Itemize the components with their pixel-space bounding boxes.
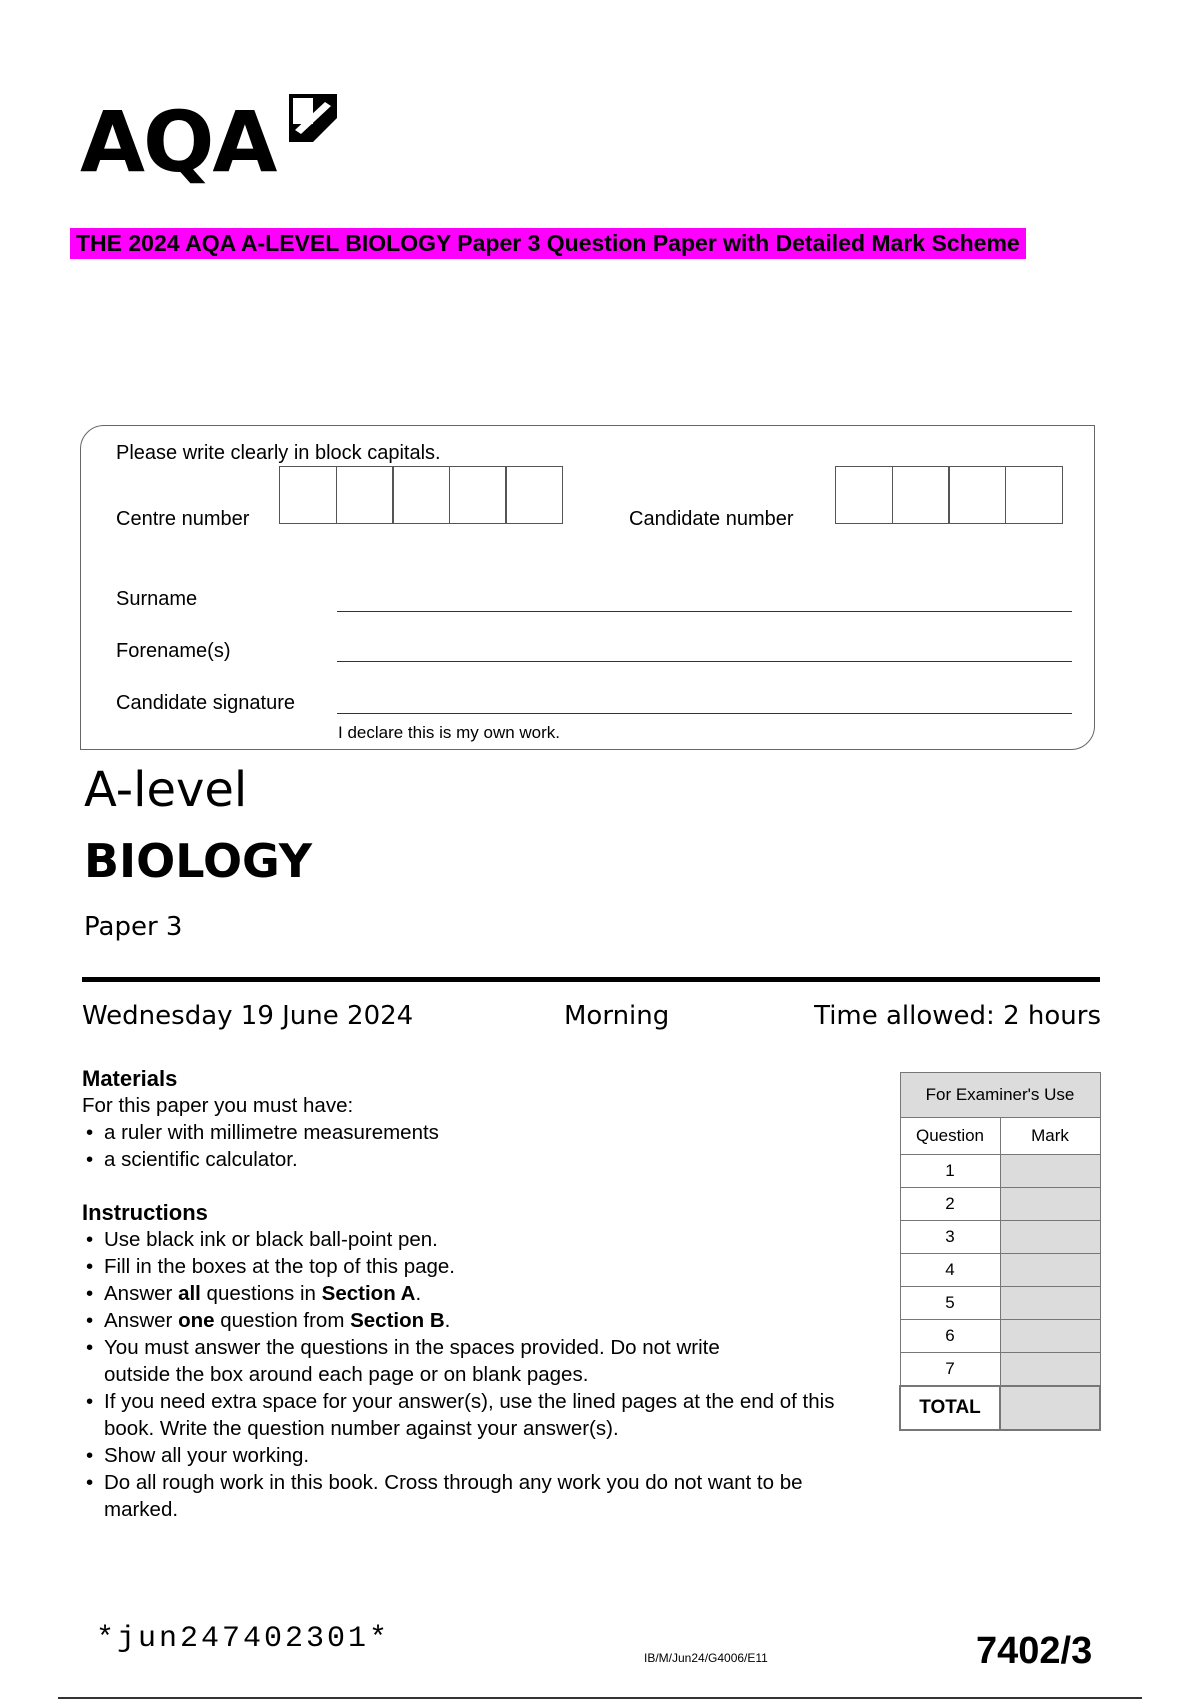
- question-number: 4: [900, 1254, 1000, 1287]
- mark-cell: [1000, 1287, 1100, 1320]
- centre-digit-box[interactable]: [449, 466, 507, 524]
- exam-date: Wednesday 19 June 2024: [82, 1001, 414, 1031]
- instruction-item: • Answer one question from Section B.: [104, 1307, 872, 1334]
- declaration-text: I declare this is my own work.: [338, 723, 561, 742]
- aqa-logo-mark-icon: [285, 90, 341, 146]
- surname-line[interactable]: [337, 611, 1072, 612]
- candidate-digit-box[interactable]: [892, 466, 950, 524]
- materials-intro: For this paper you must have:: [82, 1094, 354, 1117]
- barcode-text: *jun247402301*: [96, 1622, 391, 1656]
- mark-cell: [1000, 1353, 1100, 1387]
- candidate-number-boxes[interactable]: [835, 466, 1063, 524]
- instruction-item: • Fill in the boxes at the top of this page.: [104, 1253, 872, 1280]
- instruction-item: • Answer all questions in Section A.: [104, 1280, 872, 1307]
- aqa-logo: AQA: [80, 93, 276, 191]
- question-number: 3: [900, 1221, 1000, 1254]
- mark-column-header: Mark: [1000, 1118, 1100, 1155]
- question-number: 2: [900, 1188, 1000, 1221]
- paper-code: 7402/3: [976, 1630, 1093, 1672]
- examiner-use-table: [899, 1072, 1101, 1431]
- question-number: 6: [900, 1320, 1000, 1353]
- title-banner: THE 2024 AQA A-LEVEL BIOLOGY Paper 3 Question Paper with Detailed Mark Scheme: [70, 228, 1026, 259]
- instruction-item: • Use black ink or black ball-point pen.: [104, 1226, 872, 1253]
- question-number: 7: [900, 1353, 1000, 1387]
- block-capitals-instruction: Please write clearly in block capitals.: [116, 442, 441, 464]
- candidate-digit-box[interactable]: [1005, 466, 1063, 524]
- subject-title: BIOLOGY: [84, 834, 313, 888]
- mark-cell: [1000, 1320, 1100, 1353]
- centre-digit-box[interactable]: [392, 466, 450, 524]
- mark-cell: [1000, 1254, 1100, 1287]
- footer-rule: [58, 1697, 1142, 1699]
- question-number: 5: [900, 1287, 1000, 1320]
- instruction-item: • Show all your working.: [104, 1442, 872, 1469]
- centre-number-boxes[interactable]: [279, 466, 563, 524]
- materials-item: • a ruler with millimetre measurements: [104, 1119, 882, 1146]
- mark-cell: [1000, 1188, 1100, 1221]
- forenames-line[interactable]: [337, 661, 1072, 662]
- instruction-item: • If you need extra space for your answer(s), use the lined pages at the end of this book. Write the question number against your answer(s).: [104, 1388, 869, 1442]
- title-divider: [82, 977, 1100, 982]
- candidate-digit-box[interactable]: [835, 466, 893, 524]
- qualification-level: A-level: [84, 762, 248, 818]
- centre-digit-box[interactable]: [279, 466, 337, 524]
- instructions-section: [82, 1199, 872, 1523]
- examiner-table-header: For Examiner's Use: [900, 1073, 1100, 1118]
- candidate-number-label: Candidate number: [629, 508, 794, 530]
- total-mark-cell: [1000, 1386, 1100, 1430]
- instructions-heading: Instructions: [82, 1200, 208, 1225]
- signature-label: Candidate signature: [116, 692, 296, 714]
- exam-session: Morning: [564, 1001, 670, 1031]
- total-label: TOTAL: [900, 1386, 1000, 1430]
- candidate-digit-box[interactable]: [948, 466, 1006, 524]
- forenames-label: Forename(s): [116, 640, 231, 662]
- time-allowed: Time allowed: 2 hours: [814, 1001, 1101, 1031]
- instruction-item: • Do all rough work in this book. Cross through any work you do not want to be marked.: [104, 1469, 804, 1523]
- question-number: 1: [900, 1155, 1000, 1188]
- centre-digit-box[interactable]: [505, 466, 563, 524]
- question-column-header: Question: [900, 1118, 1000, 1155]
- materials-item: • a scientific calculator.: [104, 1146, 882, 1173]
- mark-cell: [1000, 1221, 1100, 1254]
- surname-label: Surname: [116, 588, 198, 610]
- materials-section: [82, 1065, 882, 1173]
- centre-digit-box[interactable]: [336, 466, 394, 524]
- mark-cell: [1000, 1155, 1100, 1188]
- instruction-item: • You must answer the questions in the spaces provided. Do not write outside the box around each page or on blank pages.: [104, 1334, 784, 1388]
- materials-heading: Materials: [82, 1066, 178, 1091]
- paper-number: Paper 3: [84, 912, 183, 942]
- centre-number-label: Centre number: [116, 508, 250, 530]
- document-reference: IB/M/Jun24/G4006/E11: [644, 1651, 768, 1665]
- signature-line[interactable]: [337, 713, 1072, 714]
